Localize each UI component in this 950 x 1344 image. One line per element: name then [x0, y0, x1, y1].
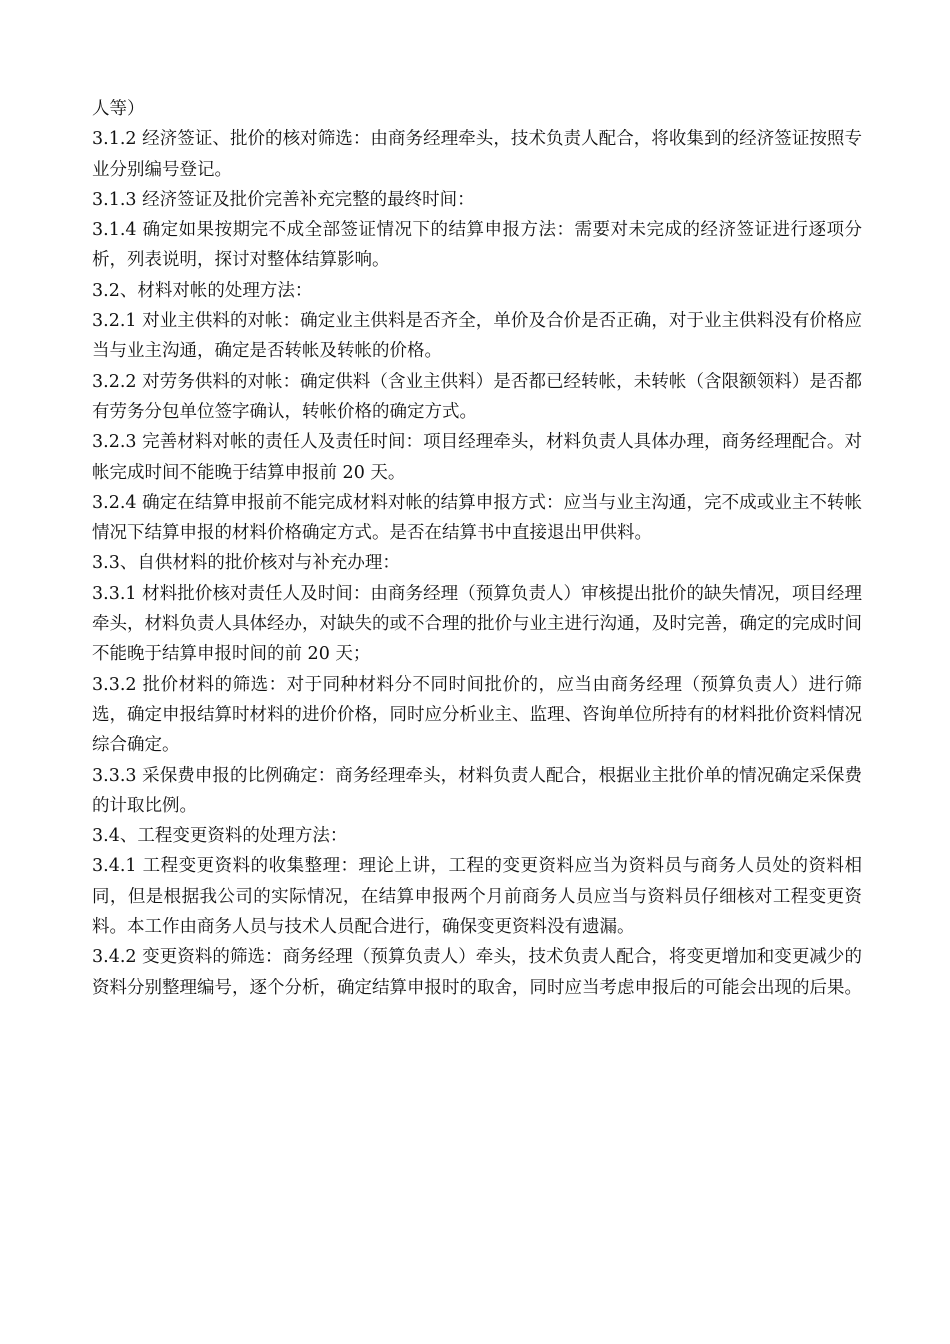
paragraph-3-3-2: 3.3.2 批价材料的筛选：对于同种材料分不同时间批价的，应当由商务经理（预算负责人）进行筛选，确定申报结算时材料的进价价格，同时应分析业主、监理、咨询单位所持有的材料批价资料情况综合确定。	[92, 674, 862, 756]
paragraph-continuation: 人等）	[92, 99, 145, 119]
paragraph-3-3-3: 3.3.3 采保费申报的比例确定：商务经理牵头，材料负责人配合，根据业主批价单的情况确定采保费的计取比例。	[92, 765, 862, 816]
paragraph-3-2-4: 3.2.4 确定在结算申报前不能完成材料对帐的结算申报方式：应当与业主沟通，完不成或业主不转帐情况下结算申报的材料价格确定方式。是否在结算书中直接退出甲供料。	[92, 492, 862, 544]
heading-3-4: 3.4、工程变更资料的处理方法：	[92, 826, 348, 847]
paragraph-3-2-1: 3.2.1 对业主供料的对帐：确定业主供料是否齐全，单价及合价是否正确，对于业主供料没有价格应当与业主沟通，确定是否转帐及转帐的价格。	[92, 311, 862, 362]
paragraph-3-1-4: 3.1.4 确定如果按期完不成全部签证情况下的结算申报方法：需要对未完成的经济签证进行逐项分析，列表说明，探讨对整体结算影响。	[92, 220, 862, 271]
paragraph-3-1-3: 3.1.3 经济签证及批价完善补充完整的最终时间：	[92, 189, 475, 210]
paragraph-3-2-3: 3.2.3 完善材料对帐的责任人及责任时间：项目经理牵头，材料负责人具体办理，商务经理配合。对帐完成时间不能晚于结算申报前 20 天。	[92, 432, 862, 483]
heading-3-2: 3.2、材料对帐的处理方法：	[92, 280, 313, 301]
paragraph-3-2-2: 3.2.2 对劳务供料的对帐：确定供料（含业主供料）是否都已经转帐，未转帐（含限额领料）是否都有劳务分包单位签字确认，转帐价格的确定方式。	[92, 371, 862, 422]
heading-3-3: 3.3、自供材料的批价核对与补充办理：	[92, 553, 400, 574]
paragraph-3-4-1: 3.4.1 工程变更资料的收集整理：理论上讲，工程的变更资料应当为资料员与商务人员处的资料相同，但是根据我公司的实际情况，在结算申报两个月前商务人员应当与资料员仔细核对工程变更资料。本工作由商务人员与技术人员配合进行，确保变更资料没有遗漏。	[92, 856, 862, 938]
document-page	[92, 94, 862, 1003]
paragraph-3-1-2: 3.1.2 经济签证、批价的核对筛选：由商务经理牵头，技术负责人配合，将收集到的经济签证按照专业分别编号登记。	[92, 129, 862, 180]
paragraph-3-4-2: 3.4.2 变更资料的筛选：商务经理（预算负责人）牵头，技术负责人配合，将变更增加和变更减少的资料分别整理编号，逐个分析，确定结算申报时的取舍，同时应当考虑申报后的可能会出现的后果。	[92, 947, 862, 998]
paragraph-3-3-1: 3.3.1 材料批价核对责任人及时间：由商务经理（预算负责人）审核提出批价的缺失情况，项目经理牵头，材料负责人具体经办，对缺失的或不合理的批价与业主进行沟通，及时完善，确定的完成时间不能晚于结算申报时间的前 20 天；	[92, 583, 862, 665]
